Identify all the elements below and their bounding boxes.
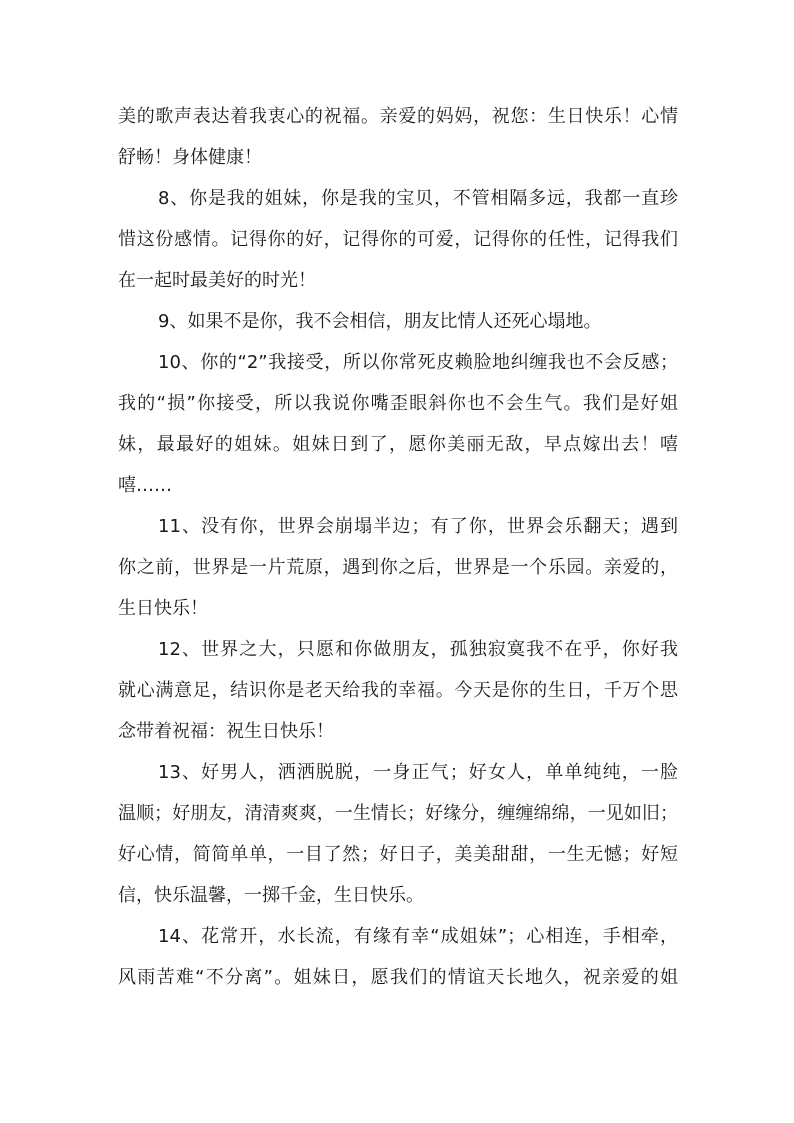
paragraph-line: 好心情，简简单单，一目了然；好日子，美美甜甜，一生无憾；好短 [118, 844, 678, 865]
paragraph-line: 妹，最最好的姐妹。姐妹日到了，愿你美丽无敌，早点嫁出去！嘻 [118, 434, 678, 455]
paragraph-line: 生日快乐！ [118, 598, 208, 619]
paragraph-line: 在一起时最美好的时光！ [118, 270, 316, 291]
paragraph-line: 温顺；好朋友，清清爽爽，一生情长；好缘分，缠缠绵绵，一见如旧； [118, 803, 678, 824]
paragraph-first-line: 13、好男人，洒洒脱脱，一身正气；好女人，单单纯纯，一脸 [158, 762, 678, 783]
paragraph-first-line: 10、你的“2”我接受，所以你常死皮赖脸地纠缠我也不会反感； [158, 352, 678, 373]
paragraph-first-line: 8、你是我的姐妹，你是我的宝贝，不管相隔多远，我都一直珍 [158, 188, 678, 209]
paragraph-line: 念带着祝福：祝生日快乐！ [118, 721, 334, 742]
paragraph-line: 美的歌声表达着我衷心的祝福。亲爱的妈妈，祝您：生日快乐！心情 [118, 106, 678, 127]
paragraph-line: 风雨苦难“不分离”。姐妹日，愿我们的情谊天长地久，祝亲爱的姐 [118, 967, 678, 988]
paragraph-line: 惜这份感情。记得你的好，记得你的可爱，记得你的任性，记得我们 [118, 229, 678, 250]
paragraph-line: 你之前，世界是一片荒原，遇到你之后，世界是一个乐园。亲爱的， [118, 557, 678, 578]
paragraph-line: 舒畅！身体健康！ [118, 147, 262, 168]
paragraph-line: 嘻…… [118, 475, 172, 496]
paragraph-line: 信，快乐温馨，一掷千金，生日快乐。 [118, 885, 424, 906]
paragraph-first-line: 12、世界之大，只愿和你做朋友，孤独寂寞我不在乎，你好我 [158, 639, 678, 660]
paragraph-first-line: 9、如果不是你，我不会相信，朋友比情人还死心塌地。 [158, 311, 602, 332]
paragraph-line: 我的“损”你接受，所以我说你嘴歪眼斜你也不会生气。我们是好姐 [118, 393, 678, 414]
paragraph-first-line: 11、没有你，世界会崩塌半边；有了你，世界会乐翻天；遇到 [158, 516, 678, 537]
paragraph-first-line: 14、花常开，水长流，有缘有幸“成姐妹”；心相连，手相牵， [158, 926, 678, 947]
paragraph-line: 就心满意足，结识你是老天给我的幸福。今天是你的生日，千万个思 [118, 680, 678, 701]
